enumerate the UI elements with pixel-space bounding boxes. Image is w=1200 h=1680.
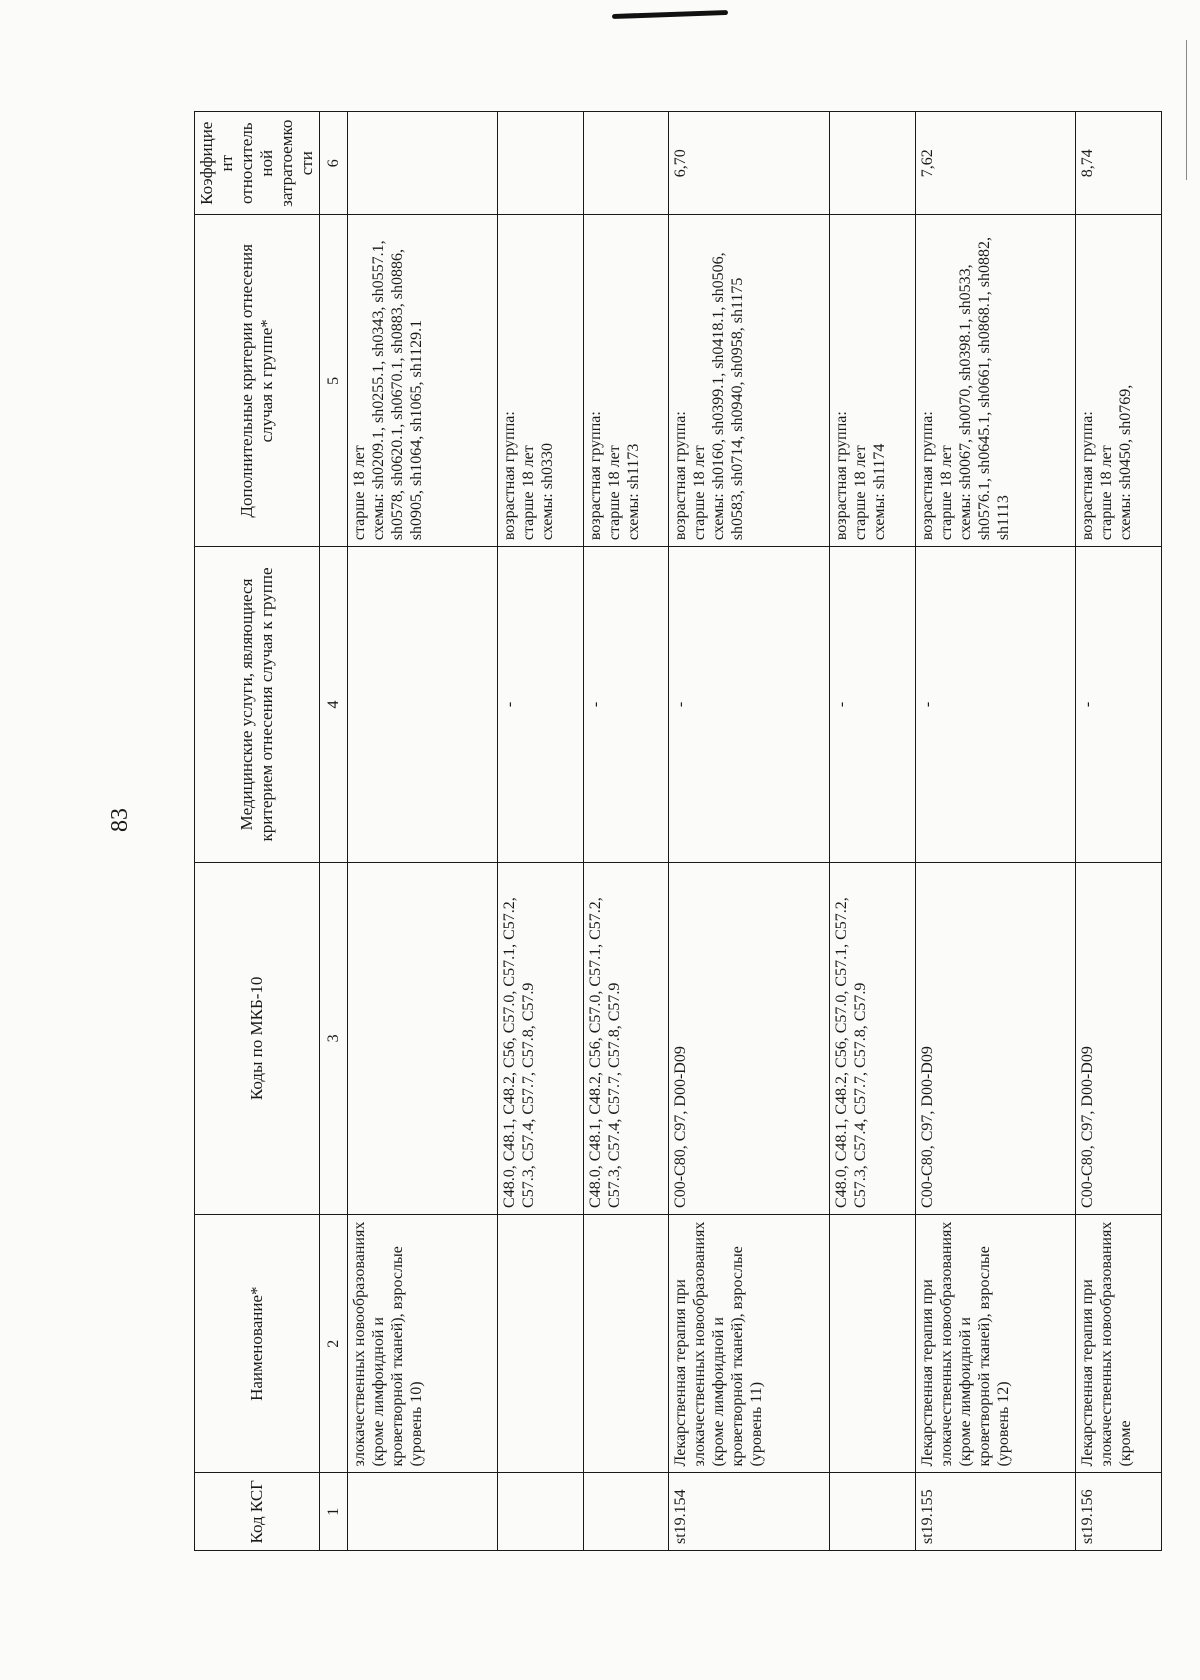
column-number: 6: [320, 112, 348, 215]
cell-services: -: [669, 547, 830, 863]
cell-services: -: [583, 547, 669, 863]
cell-coefficient: 8,74: [1076, 112, 1162, 215]
header-row: [195, 112, 320, 1551]
cell-mkb: C00-C80, C97, D00-D09: [915, 862, 1076, 1214]
cell-mkb: C00-C80, C97, D00-D09: [1076, 862, 1162, 1214]
cell-mkb: C48.0, C48.1, C48.2, C56, C57.0, C57.1, C57.2, C57.3, C57.4, C57.7, C57.8, C57.9: [497, 862, 583, 1214]
column-number: 5: [320, 215, 348, 547]
cell-criteria: возрастная группа: старше 18 лет схемы: sh1174: [829, 215, 915, 547]
cell-name: злокачественных новообразованиях (кроме лимфоидной и кроветворной тканей), взрослые (уровень 10): [347, 1214, 497, 1473]
table-row: [915, 112, 1076, 1551]
cell-mkb: C00-C80, C97, D00-D09: [669, 862, 830, 1214]
cell-services: [347, 547, 497, 863]
cell-criteria: возрастная группа: старше 18 лет схемы: sh1173: [583, 215, 669, 547]
cell-code: st19.156: [1076, 1473, 1162, 1551]
cell-services: -: [1076, 547, 1162, 863]
cell-coefficient: 6,70: [669, 112, 830, 215]
column-number: 3: [320, 862, 348, 1214]
cell-name: Лекарственная терапия при злокачественных новообразованиях (кроме лимфоидной и кроветворной тканей), взрослые (уровень 11): [669, 1214, 830, 1473]
column-number: 4: [320, 547, 348, 863]
column-number: 2: [320, 1214, 348, 1473]
cell-name: Лекарственная терапия при злокачественных новообразованиях (кроме лимфоидной и кроветворной тканей), взрослые (уровень 12): [915, 1214, 1076, 1473]
cell-code: [347, 1473, 497, 1551]
cell-code: [829, 1473, 915, 1551]
cell-name: Лекарственная терапия при злокачественных новообразованиях (кроме: [1076, 1214, 1162, 1473]
header-mkb: Коды по МКБ-10: [195, 862, 320, 1214]
scan-mark-top: [612, 10, 728, 19]
cell-name: [497, 1214, 583, 1473]
cell-code: [497, 1473, 583, 1551]
cell-criteria: возрастная группа: старше 18 лет схемы: sh0160, sh0399.1, sh0418.1, sh0506, sh0583, sh0714, sh0940, sh0958, sh1175: [669, 215, 830, 547]
table-row: [347, 112, 497, 1551]
page-number: 83: [107, 808, 133, 832]
cell-name: [583, 1214, 669, 1473]
cell-code: st19.154: [669, 1473, 830, 1551]
scan-mark-right-edge: [1186, 40, 1187, 180]
cell-coefficient: [497, 112, 583, 215]
cell-criteria: возрастная группа: старше 18 лет схемы: sh0450, sh0769,: [1076, 215, 1162, 547]
cell-criteria: старше 18 лет схемы: sh0209.1, sh0255.1, sh0343, sh0557.1, sh0578, sh0620.1, sh0670.1, sh0883, sh0886, sh0905, sh1064, sh1065, sh1129.1: [347, 215, 497, 547]
header-coefficient: Коэффициент относительной затратоемкости: [195, 112, 320, 215]
cell-mkb: [347, 862, 497, 1214]
column-number-row: [320, 112, 348, 1551]
table-row: [669, 112, 830, 1551]
cell-criteria: возрастная группа: старше 18 лет схемы: sh0330: [497, 215, 583, 547]
cell-mkb: C48.0, C48.1, C48.2, C56, C57.0, C57.1, C57.2, C57.3, C57.4, C57.7, C57.8, C57.9: [583, 862, 669, 1214]
rotated-table-container: [194, 111, 1162, 1551]
cell-services: -: [497, 547, 583, 863]
table-row: [829, 112, 915, 1551]
cell-coefficient: [347, 112, 497, 215]
ksg-table: [194, 111, 1162, 1551]
header-services: Медицинские услуги, являющиеся критерием отнесения случая к группе: [195, 547, 320, 863]
cell-code: [583, 1473, 669, 1551]
cell-services: -: [829, 547, 915, 863]
table-row: [1076, 112, 1162, 1551]
header-criteria: Дополнительные критерии отнесения случая к группе*: [195, 215, 320, 547]
cell-services: -: [915, 547, 1076, 863]
header-code: Код КСГ: [195, 1473, 320, 1551]
cell-coefficient: [583, 112, 669, 215]
cell-criteria: возрастная группа: старше 18 лет схемы: sh0067, sh0070, sh0398.1, sh0533, sh0576.1, sh0645.1, sh0661, sh0868.1, sh0882, sh1113: [915, 215, 1076, 547]
cell-coefficient: [829, 112, 915, 215]
column-number: 1: [320, 1473, 348, 1551]
cell-name: [829, 1214, 915, 1473]
cell-coefficient: 7,62: [915, 112, 1076, 215]
header-name: Наименование*: [195, 1214, 320, 1473]
cell-code: st19.155: [915, 1473, 1076, 1551]
cell-mkb: C48.0, C48.1, C48.2, C56, C57.0, C57.1, C57.2, C57.3, C57.4, C57.7, C57.8, C57.9: [829, 862, 915, 1214]
table-row: [497, 112, 583, 1551]
table-row: [583, 112, 669, 1551]
